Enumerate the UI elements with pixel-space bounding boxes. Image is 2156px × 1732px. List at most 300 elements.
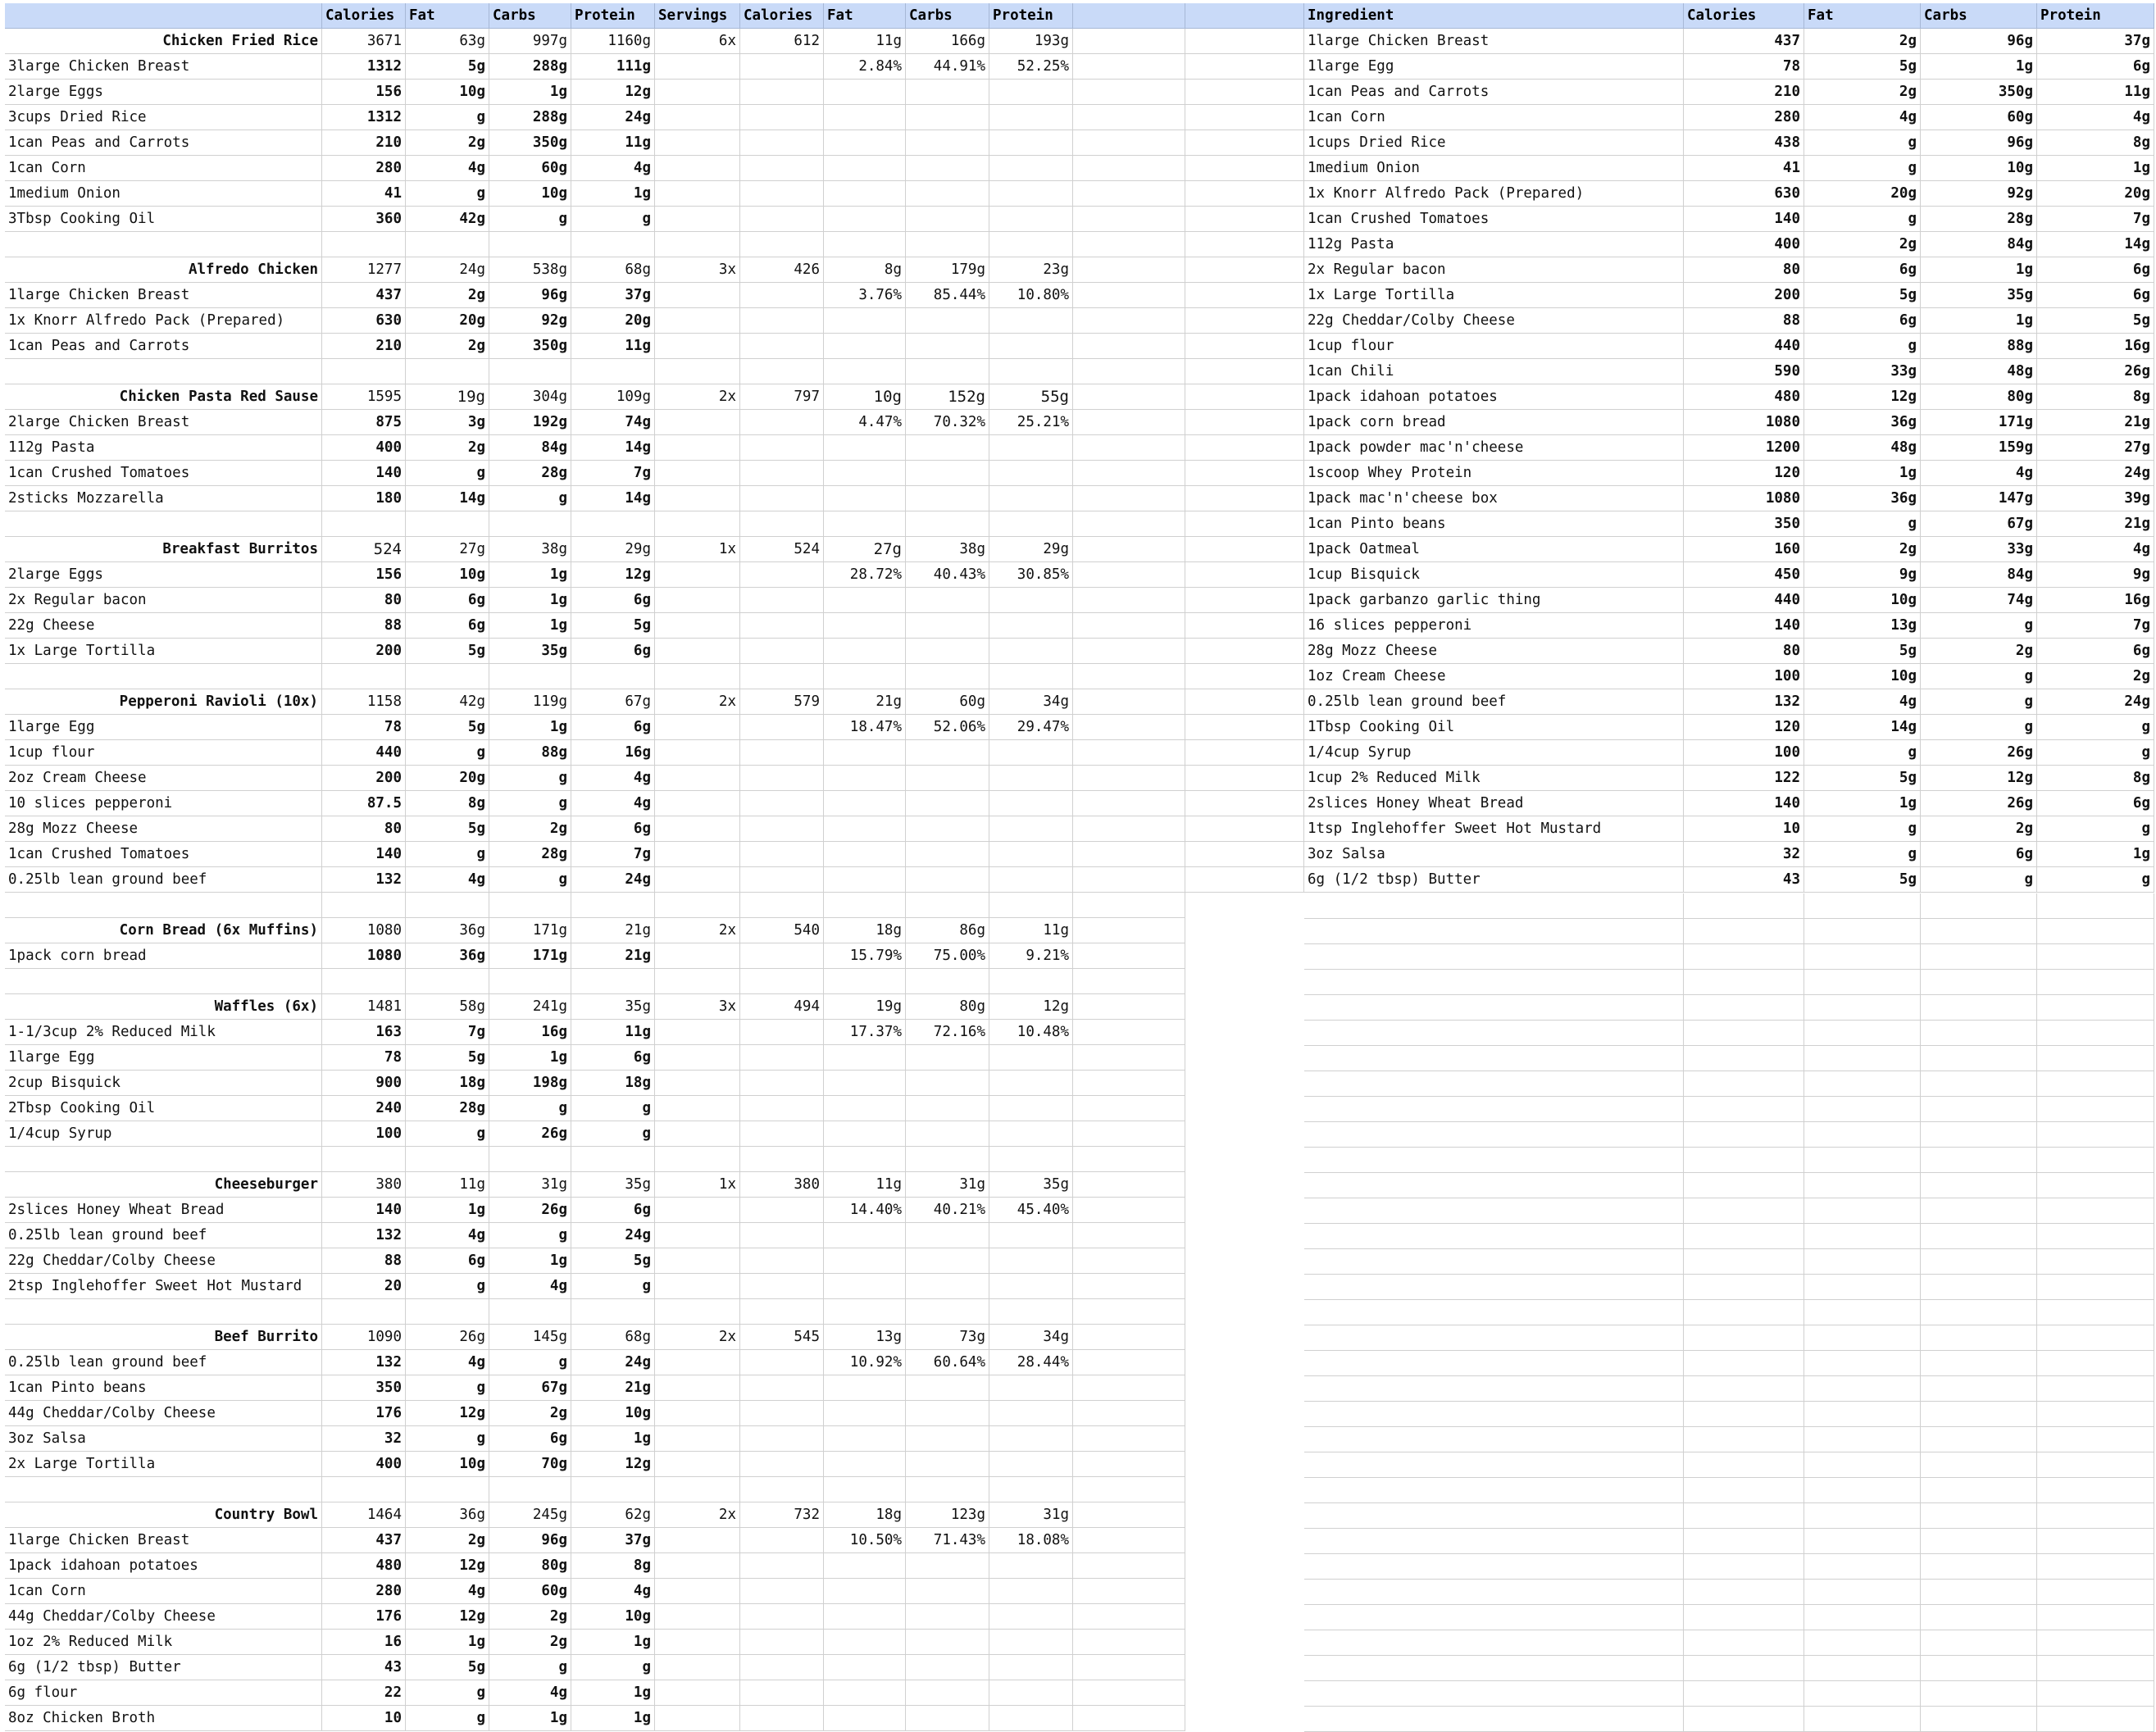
blank-cell[interactable] (1073, 130, 1185, 155)
blank-cell[interactable] (1073, 1630, 1185, 1654)
blank-cell[interactable] (1073, 410, 1185, 434)
ingredient-carbs-cell[interactable]: 96g (489, 283, 571, 307)
ingredient-name-cell[interactable]: 1can Peas and Carrots (5, 130, 322, 155)
blank-cell[interactable] (655, 1680, 740, 1705)
blank-cell[interactable] (1185, 130, 1304, 155)
blank-cell[interactable] (740, 207, 824, 231)
ingredient-fat-cell[interactable]: 28g (406, 1096, 489, 1121)
ingredient-carbs-cell[interactable]: 92g (1921, 181, 2037, 206)
ingredient-name-cell[interactable]: 44g Cheddar/Colby Cheese (5, 1604, 322, 1629)
ingredient-carbs-cell[interactable]: g (489, 207, 571, 231)
ingredient-protein-cell[interactable]: 6g (571, 816, 655, 841)
protein-percent-cell[interactable]: 10.48% (989, 1020, 1073, 1044)
blank-cell[interactable] (2037, 1376, 2154, 1401)
blank-cell[interactable] (655, 562, 740, 587)
ingredient-fat-cell[interactable]: 10g (406, 80, 489, 104)
ingredient-protein-cell[interactable]: 24g (571, 105, 655, 130)
ingredient-fat-cell[interactable]: 48g (1804, 435, 1921, 460)
blank-cell[interactable] (824, 511, 906, 536)
blank-cell[interactable] (655, 1071, 740, 1095)
blank-cell[interactable] (655, 664, 740, 689)
ingredient-fat-cell[interactable]: 4g (406, 1223, 489, 1248)
blank-cell[interactable] (989, 1071, 1073, 1095)
ingredient-carbs-cell[interactable]: 288g (489, 54, 571, 79)
ingredient-carbs-cell[interactable]: g (489, 1655, 571, 1680)
blank-cell[interactable] (1185, 207, 1304, 231)
blank-cell[interactable] (1804, 1021, 1921, 1045)
ingredient-fat-cell[interactable]: 10g (1804, 664, 1921, 689)
ingredient-fat-cell[interactable]: 2g (406, 130, 489, 155)
serving-protein-cell[interactable]: 31g (989, 1502, 1073, 1527)
blank-cell[interactable] (1921, 1325, 2037, 1350)
blank-cell[interactable] (1921, 1300, 2037, 1325)
blank-cell[interactable] (1684, 1300, 1804, 1325)
ingredient-carbs-cell[interactable]: 80g (1921, 384, 2037, 409)
ingredient-protein-cell[interactable]: g (571, 1274, 655, 1298)
ingredient-carbs-cell[interactable]: 171g (489, 943, 571, 968)
ingredient-fat-cell[interactable]: 5g (1804, 766, 1921, 790)
ingredient-name-cell[interactable]: 0.25lb lean ground beef (5, 867, 322, 892)
blank-cell[interactable] (1684, 1224, 1804, 1248)
blank-cell[interactable] (2037, 1351, 2154, 1375)
blank-cell[interactable] (2037, 1097, 2154, 1121)
blank-cell[interactable] (1804, 1503, 1921, 1528)
ingredient-calories-cell[interactable]: 43 (322, 1655, 406, 1680)
blank-cell[interactable] (655, 80, 740, 104)
ingredient-name-cell[interactable]: 2oz Cream Cheese (5, 766, 322, 790)
blank-cell[interactable] (824, 1375, 906, 1400)
carbs-percent-cell[interactable]: 70.32% (906, 410, 989, 434)
blank-cell[interactable] (824, 740, 906, 765)
blank-cell[interactable] (655, 334, 740, 358)
ingredient-calories-cell[interactable]: 80 (1684, 257, 1804, 282)
blank-cell[interactable] (1804, 1376, 1921, 1401)
blank-cell[interactable] (906, 1477, 989, 1502)
blank-cell[interactable] (740, 181, 824, 206)
blank-cell[interactable] (989, 969, 1073, 993)
ingredient-carbs-cell[interactable]: 1g (1921, 257, 2037, 282)
blank-cell[interactable] (740, 715, 824, 739)
total-calories-cell[interactable]: 1277 (322, 257, 406, 282)
ingredient-carbs-cell[interactable]: 6g (1921, 842, 2037, 866)
ingredient-calories-cell[interactable]: 88 (322, 613, 406, 638)
blank-cell[interactable] (1185, 588, 1304, 612)
ingredient-carbs-cell[interactable]: g (1921, 867, 2037, 892)
ingredient-carbs-cell[interactable]: 10g (1921, 156, 2037, 180)
carbs-percent-cell[interactable]: 75.00% (906, 943, 989, 968)
ingredient-name-cell[interactable]: 1large Chicken Breast (5, 283, 322, 307)
ingredient-name-cell[interactable]: 1can Pinto beans (1304, 511, 1684, 536)
ingredient-calories-cell[interactable]: 875 (322, 410, 406, 434)
total-calories-cell[interactable]: 380 (322, 1172, 406, 1197)
blank-cell[interactable] (2037, 944, 2154, 969)
ingredient-name-cell[interactable]: 1pack Oatmeal (1304, 537, 1684, 561)
ingredient-carbs-cell[interactable]: 350g (489, 130, 571, 155)
ingredient-calories-cell[interactable]: 22 (322, 1680, 406, 1705)
serving-protein-cell[interactable]: 35g (989, 1172, 1073, 1197)
blank-cell[interactable] (1304, 893, 1684, 918)
blank-cell[interactable] (1073, 562, 1185, 587)
ingredient-protein-cell[interactable]: 7g (571, 461, 655, 485)
ingredient-fat-cell[interactable]: 5g (1804, 283, 1921, 307)
blank-cell[interactable] (655, 435, 740, 460)
blank-cell[interactable] (1921, 1707, 2037, 1731)
blank-cell[interactable] (1684, 1478, 1804, 1502)
ingredient-carbs-cell[interactable]: 70g (489, 1452, 571, 1476)
blank-cell[interactable] (824, 791, 906, 816)
blank-cell[interactable] (906, 461, 989, 485)
ingredient-name-cell[interactable]: 6g (1/2 tbsp) Butter (5, 1655, 322, 1680)
blank-cell[interactable] (1304, 1656, 1684, 1680)
total-calories-cell[interactable]: 1481 (322, 994, 406, 1019)
blank-cell[interactable] (1804, 1071, 1921, 1096)
ingredient-name-cell[interactable]: 112g Pasta (5, 435, 322, 460)
blank-cell[interactable] (824, 461, 906, 485)
blank-cell[interactable] (1073, 1223, 1185, 1248)
blank-cell[interactable] (989, 740, 1073, 765)
ingredient-name-cell[interactable]: 1x Large Tortilla (1304, 283, 1684, 307)
blank-cell[interactable] (655, 283, 740, 307)
ingredient-protein-cell[interactable]: 1g (2037, 842, 2154, 866)
blank-cell[interactable] (1185, 562, 1304, 587)
blank-cell[interactable] (2037, 1630, 2154, 1655)
ingredient-calories-cell[interactable]: 88 (322, 1248, 406, 1273)
serving-calories-cell[interactable]: 732 (740, 1502, 824, 1527)
blank-cell[interactable] (2037, 1325, 2154, 1350)
ingredient-name-cell[interactable]: 2x Large Tortilla (5, 1452, 322, 1476)
blank-cell[interactable] (906, 766, 989, 790)
blank-cell[interactable] (571, 511, 655, 536)
ingredient-carbs-cell[interactable]: g (1921, 664, 2037, 689)
blank-cell[interactable] (906, 181, 989, 206)
total-protein-cell[interactable]: 109g (571, 384, 655, 409)
ingredient-protein-cell[interactable]: 21g (571, 1375, 655, 1400)
blank-cell[interactable] (989, 1223, 1073, 1248)
ingredient-protein-cell[interactable]: 4g (571, 766, 655, 790)
blank-cell[interactable] (322, 232, 406, 257)
ingredient-name-cell[interactable]: 6g flour (5, 1680, 322, 1705)
blank-cell[interactable] (740, 639, 824, 663)
blank-cell[interactable] (1684, 1681, 1804, 1706)
ingredient-protein-cell[interactable]: g (2037, 715, 2154, 739)
blank-cell[interactable] (1921, 995, 2037, 1020)
ingredient-fat-cell[interactable]: 2g (406, 435, 489, 460)
column-header[interactable]: Fat (406, 3, 489, 28)
blank-cell[interactable] (906, 130, 989, 155)
blank-cell[interactable] (1304, 1478, 1684, 1502)
servings-cell[interactable]: 3x (655, 994, 740, 1019)
ingredient-fat-cell[interactable]: g (1804, 334, 1921, 358)
ingredient-fat-cell[interactable]: 6g (406, 613, 489, 638)
blank-cell[interactable] (2037, 1402, 2154, 1426)
protein-percent-cell[interactable]: 9.21% (989, 943, 1073, 968)
blank-cell[interactable] (1073, 1096, 1185, 1121)
blank-cell[interactable] (989, 1045, 1073, 1070)
ingredient-name-cell[interactable]: 1pack corn bread (5, 943, 322, 968)
ingredient-carbs-cell[interactable]: 67g (1921, 511, 2037, 536)
fat-percent-cell[interactable]: 14.40% (824, 1198, 906, 1222)
total-protein-cell[interactable]: 68g (571, 257, 655, 282)
blank-cell[interactable] (1073, 588, 1185, 612)
ingredient-fat-cell[interactable]: 8g (406, 791, 489, 816)
blank-cell[interactable] (740, 1020, 824, 1044)
blank-cell[interactable] (1073, 1248, 1185, 1273)
column-header[interactable]: Calories (740, 3, 824, 28)
ingredient-fat-cell[interactable]: 5g (406, 639, 489, 663)
blank-cell[interactable] (740, 562, 824, 587)
ingredient-protein-cell[interactable]: 7g (2037, 207, 2154, 231)
ingredient-calories-cell[interactable]: 140 (1684, 791, 1804, 816)
ingredient-protein-cell[interactable]: 6g (571, 639, 655, 663)
blank-cell[interactable] (740, 969, 824, 993)
ingredient-name-cell[interactable]: 2large Eggs (5, 80, 322, 104)
blank-cell[interactable] (1921, 1351, 2037, 1375)
blank-cell[interactable] (1921, 1478, 2037, 1502)
blank-cell[interactable] (1304, 1630, 1684, 1655)
blank-cell[interactable] (655, 1020, 740, 1044)
ingredient-fat-cell[interactable]: 33g (1804, 359, 1921, 384)
blank-cell[interactable] (1073, 384, 1185, 409)
blank-cell[interactable] (1073, 461, 1185, 485)
ingredient-name-cell[interactable]: 1pack garbanzo garlic thing (1304, 588, 1684, 612)
serving-fat-cell[interactable]: 18g (824, 1502, 906, 1527)
blank-cell[interactable] (1684, 995, 1804, 1020)
blank-cell[interactable] (740, 1375, 824, 1400)
carbs-percent-cell[interactable]: 60.64% (906, 1350, 989, 1375)
ingredient-protein-cell[interactable]: 4g (571, 1579, 655, 1603)
serving-protein-cell[interactable]: 11g (989, 918, 1073, 943)
blank-cell[interactable] (1921, 1046, 2037, 1071)
blank-cell[interactable] (1921, 1249, 2037, 1274)
blank-cell[interactable] (1804, 1605, 1921, 1630)
total-fat-cell[interactable]: 36g (406, 918, 489, 943)
protein-percent-cell[interactable]: 30.85% (989, 562, 1073, 587)
blank-cell[interactable] (655, 867, 740, 892)
blank-cell[interactable] (1073, 1655, 1185, 1680)
blank-cell[interactable] (1684, 1529, 1804, 1553)
blank-cell[interactable] (906, 1223, 989, 1248)
ingredient-fat-cell[interactable]: 12g (1804, 384, 1921, 409)
blank-cell[interactable] (740, 232, 824, 257)
blank-cell[interactable] (655, 1553, 740, 1578)
ingredient-fat-cell[interactable]: 2g (1804, 537, 1921, 561)
ingredient-protein-cell[interactable]: g (571, 1655, 655, 1680)
blank-cell[interactable] (406, 359, 489, 384)
ingredient-protein-cell[interactable]: 4g (571, 791, 655, 816)
serving-fat-cell[interactable]: 11g (824, 29, 906, 53)
ingredient-calories-cell[interactable]: 122 (1684, 766, 1804, 790)
ingredient-protein-cell[interactable]: 21g (571, 943, 655, 968)
ingredient-name-cell[interactable]: 22g Cheddar/Colby Cheese (5, 1248, 322, 1273)
blank-cell[interactable] (1073, 1452, 1185, 1476)
total-fat-cell[interactable]: 11g (406, 1172, 489, 1197)
ingredient-calories-cell[interactable]: 1200 (1684, 435, 1804, 460)
ingredient-protein-cell[interactable]: 37g (571, 1528, 655, 1552)
blank-cell[interactable] (5, 359, 322, 384)
ingredient-name-cell[interactable]: 1/4cup Syrup (1304, 740, 1684, 765)
blank-cell[interactable] (1304, 1681, 1684, 1706)
blank-cell[interactable] (1304, 1021, 1684, 1045)
ingredient-calories-cell[interactable]: 100 (322, 1121, 406, 1146)
blank-cell[interactable] (1684, 1402, 1804, 1426)
blank-cell[interactable] (1921, 1427, 2037, 1452)
blank-cell[interactable] (1304, 1529, 1684, 1553)
ingredient-protein-cell[interactable]: 5g (2037, 308, 2154, 333)
column-header[interactable] (1185, 3, 1304, 28)
blank-cell[interactable] (1304, 1097, 1684, 1121)
blank-cell[interactable] (2037, 1503, 2154, 1528)
blank-cell[interactable] (655, 130, 740, 155)
blank-cell[interactable] (1073, 1198, 1185, 1222)
ingredient-name-cell[interactable]: 1pack corn bread (1304, 410, 1684, 434)
blank-cell[interactable] (989, 130, 1073, 155)
recipe-name-cell[interactable]: Alfredo Chicken (5, 257, 322, 282)
ingredient-name-cell[interactable]: 28g Mozz Cheese (5, 816, 322, 841)
protein-percent-cell[interactable]: 25.21% (989, 410, 1073, 434)
blank-cell[interactable] (322, 664, 406, 689)
blank-cell[interactable] (655, 639, 740, 663)
blank-cell[interactable] (906, 1121, 989, 1146)
blank-cell[interactable] (1304, 1554, 1684, 1579)
blank-cell[interactable] (2037, 1198, 2154, 1223)
recipe-name-cell[interactable]: Waffles (6x) (5, 994, 322, 1019)
ingredient-protein-cell[interactable]: 26g (2037, 359, 2154, 384)
blank-cell[interactable] (1804, 1224, 1921, 1248)
fat-percent-cell[interactable]: 3.76% (824, 283, 906, 307)
blank-cell[interactable] (989, 1655, 1073, 1680)
blank-cell[interactable] (906, 1655, 989, 1680)
blank-cell[interactable] (322, 511, 406, 536)
blank-cell[interactable] (1073, 105, 1185, 130)
ingredient-name-cell[interactable]: 2sticks Mozzarella (5, 486, 322, 511)
ingredient-carbs-cell[interactable]: 60g (1921, 105, 2037, 130)
blank-cell[interactable] (2037, 1452, 2154, 1477)
blank-cell[interactable] (824, 1096, 906, 1121)
blank-cell[interactable] (824, 893, 906, 917)
blank-cell[interactable] (1073, 359, 1185, 384)
blank-cell[interactable] (5, 232, 322, 257)
blank-cell[interactable] (1073, 207, 1185, 231)
blank-cell[interactable] (1304, 1249, 1684, 1274)
ingredient-fat-cell[interactable]: 2g (406, 1528, 489, 1552)
blank-cell[interactable] (740, 867, 824, 892)
fat-percent-cell[interactable]: 10.50% (824, 1528, 906, 1552)
ingredient-calories-cell[interactable]: 140 (1684, 613, 1804, 638)
blank-cell[interactable] (571, 969, 655, 993)
serving-calories-cell[interactable]: 380 (740, 1172, 824, 1197)
blank-cell[interactable] (1921, 1173, 2037, 1198)
recipe-name-cell[interactable]: Pepperoni Ravioli (10x) (5, 689, 322, 714)
blank-cell[interactable] (740, 1604, 824, 1629)
blank-cell[interactable] (655, 410, 740, 434)
ingredient-fat-cell[interactable]: 4g (1804, 689, 1921, 714)
ingredient-fat-cell[interactable]: 14g (1804, 715, 1921, 739)
blank-cell[interactable] (1073, 1502, 1185, 1527)
blank-cell[interactable] (740, 1452, 824, 1476)
blank-cell[interactable] (740, 1147, 824, 1171)
ingredient-fat-cell[interactable]: g (1804, 842, 1921, 866)
serving-calories-cell[interactable]: 524 (740, 537, 824, 561)
ingredient-carbs-cell[interactable]: 28g (1921, 207, 2037, 231)
ingredient-calories-cell[interactable]: 210 (322, 130, 406, 155)
total-calories-cell[interactable]: 1090 (322, 1325, 406, 1349)
blank-cell[interactable] (989, 867, 1073, 892)
blank-cell[interactable] (824, 1553, 906, 1578)
serving-calories-cell[interactable]: 612 (740, 29, 824, 53)
total-carbs-cell[interactable]: 145g (489, 1325, 571, 1349)
blank-cell[interactable] (906, 1147, 989, 1171)
blank-cell[interactable] (1804, 1046, 1921, 1071)
ingredient-calories-cell[interactable]: 280 (322, 156, 406, 180)
protein-percent-cell[interactable]: 10.80% (989, 283, 1073, 307)
column-header[interactable]: Carbs (1921, 3, 2037, 28)
blank-cell[interactable] (1073, 511, 1185, 536)
blank-cell[interactable] (824, 664, 906, 689)
blank-cell[interactable] (906, 334, 989, 358)
blank-cell[interactable] (740, 1680, 824, 1705)
ingredient-calories-cell[interactable]: 210 (1684, 80, 1804, 104)
ingredient-fat-cell[interactable]: 2g (406, 283, 489, 307)
blank-cell[interactable] (655, 1477, 740, 1502)
ingredient-carbs-cell[interactable]: 16g (489, 1020, 571, 1044)
serving-calories-cell[interactable]: 540 (740, 918, 824, 943)
blank-cell[interactable] (2037, 919, 2154, 943)
blank-cell[interactable] (406, 511, 489, 536)
ingredient-calories-cell[interactable]: 132 (322, 1350, 406, 1375)
blank-cell[interactable] (906, 842, 989, 866)
ingredient-calories-cell[interactable]: 437 (1684, 29, 1804, 53)
ingredient-fat-cell[interactable]: 20g (1804, 181, 1921, 206)
fat-percent-cell[interactable]: 4.47% (824, 410, 906, 434)
blank-cell[interactable] (740, 791, 824, 816)
blank-cell[interactable] (1684, 1707, 1804, 1731)
blank-cell[interactable] (906, 1630, 989, 1654)
blank-cell[interactable] (989, 80, 1073, 104)
ingredient-fat-cell[interactable]: 4g (1804, 105, 1921, 130)
blank-cell[interactable] (740, 1655, 824, 1680)
blank-cell[interactable] (1921, 1148, 2037, 1172)
blank-cell[interactable] (1073, 1147, 1185, 1171)
ingredient-carbs-cell[interactable]: 192g (489, 410, 571, 434)
ingredient-calories-cell[interactable]: 630 (322, 308, 406, 333)
blank-cell[interactable] (824, 334, 906, 358)
blank-cell[interactable] (1684, 1148, 1804, 1172)
ingredient-name-cell[interactable]: 112g Pasta (1304, 232, 1684, 257)
blank-cell[interactable] (989, 1604, 1073, 1629)
blank-cell[interactable] (1073, 257, 1185, 282)
column-header[interactable]: Fat (824, 3, 906, 28)
blank-cell[interactable] (571, 359, 655, 384)
blank-cell[interactable] (655, 766, 740, 790)
blank-cell[interactable] (824, 308, 906, 333)
ingredient-fat-cell[interactable]: 10g (406, 562, 489, 587)
ingredient-calories-cell[interactable]: 16 (322, 1630, 406, 1654)
ingredient-calories-cell[interactable]: 78 (322, 1045, 406, 1070)
blank-cell[interactable] (740, 511, 824, 536)
blank-cell[interactable] (1073, 664, 1185, 689)
blank-cell[interactable] (1804, 893, 1921, 918)
blank-cell[interactable] (906, 435, 989, 460)
serving-carbs-cell[interactable]: 80g (906, 994, 989, 1019)
blank-cell[interactable] (906, 156, 989, 180)
blank-cell[interactable] (740, 1630, 824, 1654)
blank-cell[interactable] (406, 1147, 489, 1171)
blank-cell[interactable] (906, 588, 989, 612)
blank-cell[interactable] (1684, 1427, 1804, 1452)
blank-cell[interactable] (1304, 1452, 1684, 1477)
blank-cell[interactable] (1185, 435, 1304, 460)
ingredient-carbs-cell[interactable]: g (489, 766, 571, 790)
